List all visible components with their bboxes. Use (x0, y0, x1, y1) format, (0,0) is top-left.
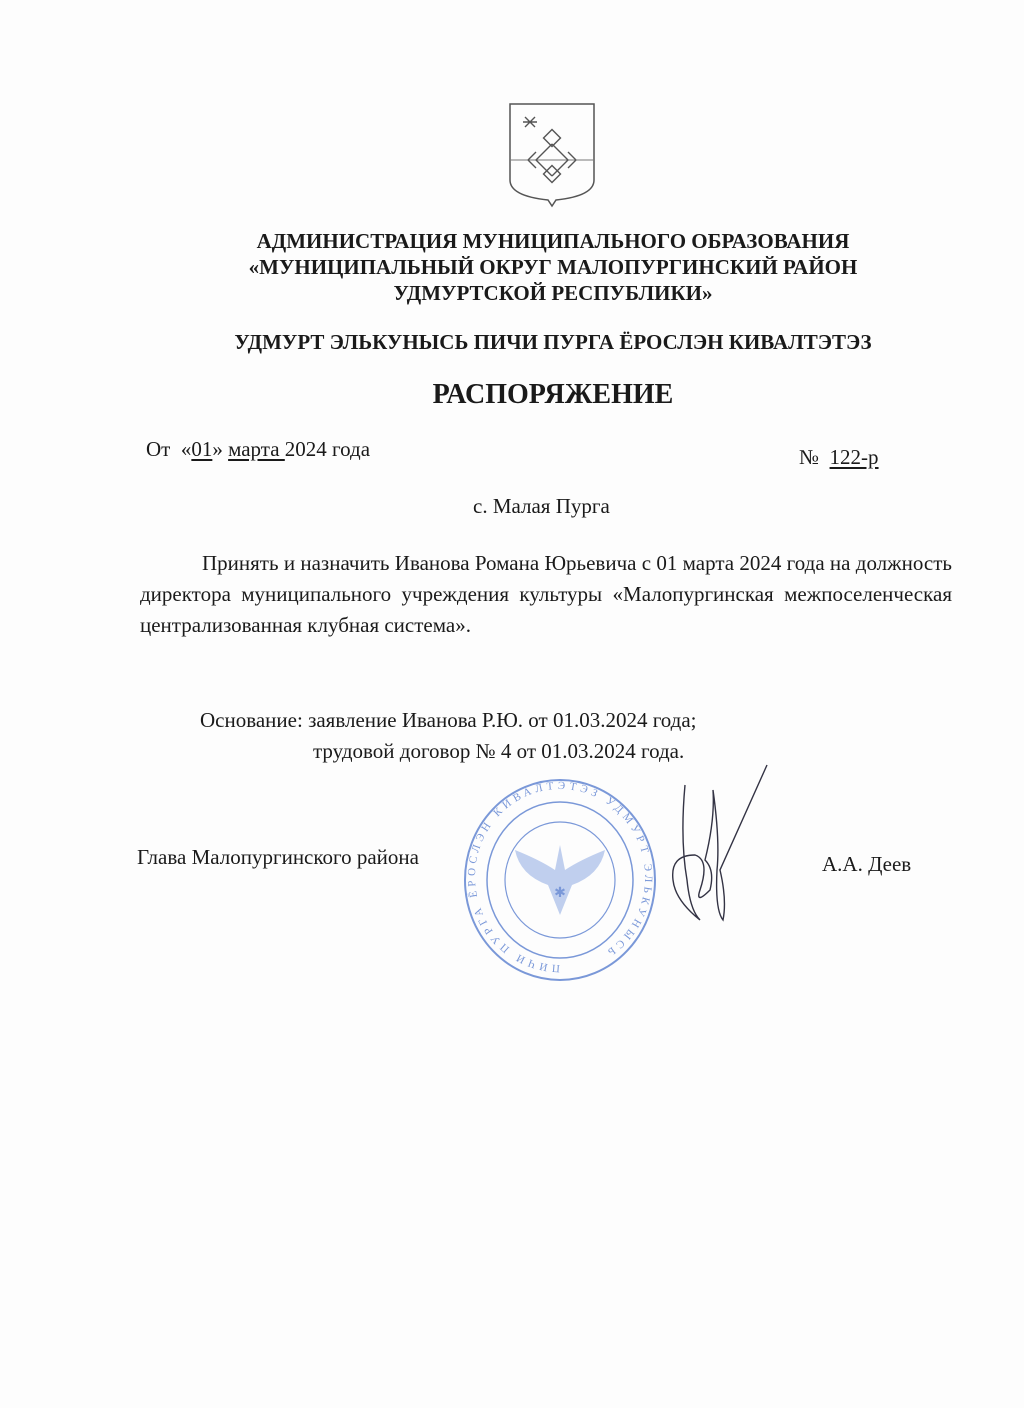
number-label: № (799, 445, 820, 469)
svg-text:✱: ✱ (554, 886, 566, 901)
body-paragraph: Принять и назначить Иванова Романа Юрьевича с 01 марта 2024 года на должность директора муниципального учреждения культуры «Малопургинская межпоселенческая централизованная клубная система». (140, 551, 952, 637)
signatory-name: А.А. Деев (822, 852, 912, 876)
basis-line-1: Основание: заявление Иванова Р.Ю. от 01.03.2024 года; (200, 708, 697, 732)
header-line-3: УДМУРТСКОЙ РЕСПУБЛИКИ» (393, 281, 713, 305)
place: с. Малая Пурга (473, 494, 610, 518)
date-month: марта (228, 437, 285, 461)
header-udmurt: УДМУРТ ЭЛЬКУНЫСЬ ПИЧИ ПУРГА ЁРОСЛЭН КИВАЛТЭТЭЗ (234, 330, 872, 354)
date-open-quote: « (180, 437, 192, 461)
date-close-quote: » (212, 437, 223, 461)
header-line-2: «МУНИЦИПАЛЬНЫЙ ОКРУГ МАЛОПУРГИНСКИЙ РАЙОН (248, 255, 858, 279)
number-value: 122-р (829, 445, 879, 469)
signatory-position: Глава Малопургинского района (137, 845, 419, 869)
date-line (146, 437, 370, 462)
document-number (799, 445, 879, 470)
header-line-1: АДМИНИСТРАЦИЯ МУНИЦИПАЛЬНОГО ОБРАЗОВАНИЯ (256, 229, 850, 253)
official-stamp (460, 775, 660, 985)
date-day: 01 (191, 437, 213, 461)
coat-of-arms-emblem (506, 100, 598, 210)
date-year: 2024 года (284, 437, 371, 461)
date-prefix: От (146, 437, 171, 461)
handwritten-signature (665, 760, 775, 930)
document-type: РАСПОРЯЖЕНИЕ (432, 379, 674, 410)
svg-text:ПИЧИ ПУРГА ЁРОСЛЭН КИВАЛТЭТЭЗ: ПИЧИ ПУРГА ЁРОСЛЭН КИВАЛТЭТЭЗ УДМУРТ ЭЛЬКУНЫСЬ (465, 779, 655, 975)
basis-line-2: трудовой договор № 4 от 01.03.2024 года. (313, 739, 685, 763)
